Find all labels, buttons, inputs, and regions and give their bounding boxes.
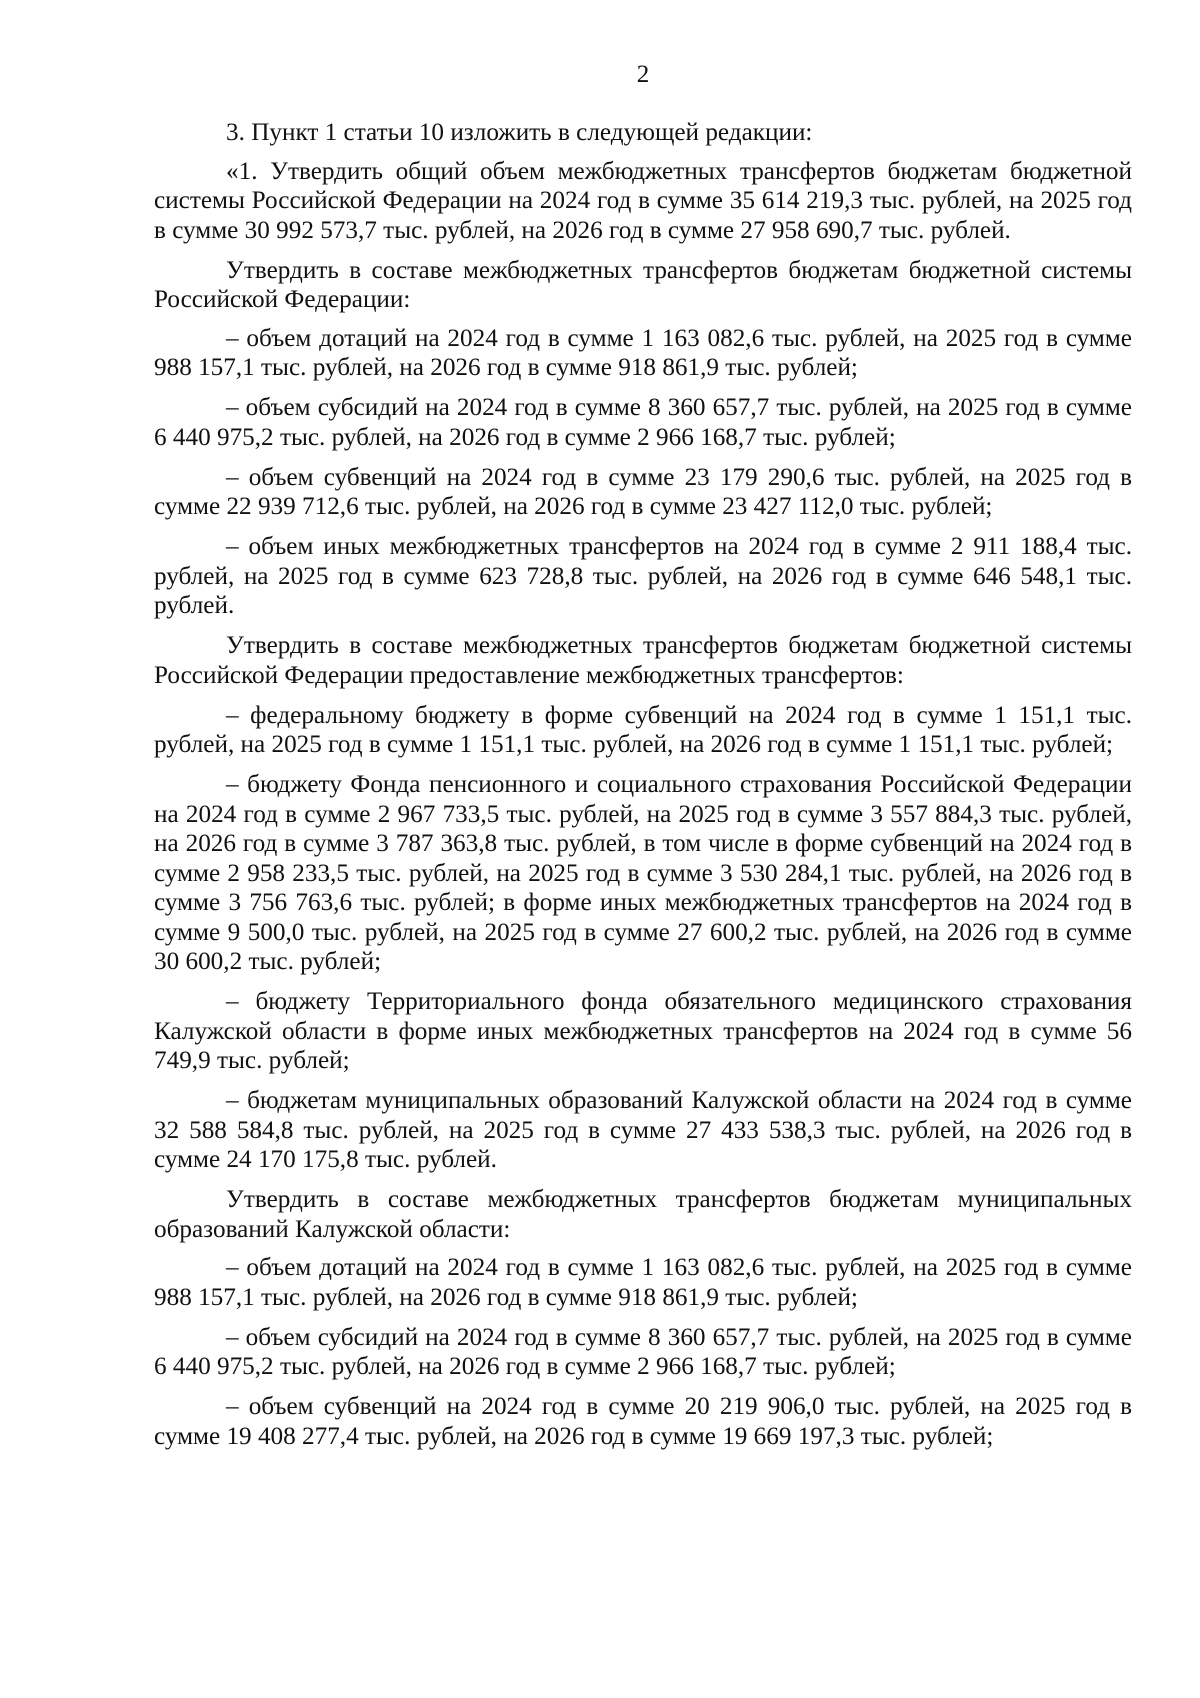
list-item-municipal-subsidies: – объем субсидий на 2024 год в сумме 8 360 657,7 тыс. рублей, на 2025 год в сумме 6 440 975,2 тыс. рублей, на 2026 год в сумме 2 966 168,7 тыс. рублей;	[154, 1323, 1132, 1380]
paragraph-approve-provision: Утвердить в составе межбюджетных трансфертов бюджетам бюджетной системы Российской Федерации предоставление межбюджетных трансфертов:	[154, 632, 1132, 689]
list-item-subsidies: – объем субсидий на 2024 год в сумме 8 360 657,7 тыс. рублей, на 2025 год в сумме 6 440 975,2 тыс. рублей, на 2026 год в сумме 2 966 168,7 тыс. рублей;	[154, 394, 1132, 451]
list-item-pension-fund: – бюджету Фонда пенсионного и социального страхования Российской Федерации на 2024 год в сумме 2 967 733,5 тыс. рублей, на 2025 год в сумме 3 557 884,3 тыс. рублей, на 2026 год в сумме 3 787 363,8 тыс. рублей, в том числе в форме субвенций на 2024 год в сумме 2 958 233,5 тыс. рублей, на 2025 год в сумме 3 530 284,1 тыс. рублей, на 2026 год в сумме 3 756 763,6 тыс. рублей; в форме иных межбюджетных трансфертов на 2024 год в сумме 9 500,0 тыс. рублей, на 2025 год в сумме 27 600,2 тыс. рублей, на 2026 год в сумме 30 600,2 тыс. рублей;	[154, 771, 1132, 975]
document-body	[154, 118, 1132, 1462]
list-item-municipal-grants: – объем дотаций на 2024 год в сумме 1 163 082,6 тыс. рублей, на 2025 год в сумме 988 157,1 тыс. рублей, на 2026 год в сумме 918 861,9 тыс. рублей;	[154, 1254, 1132, 1311]
list-item-municipal-subventions: – объем субвенций на 2024 год в сумме 20 219 906,0 тыс. рублей, на 2025 год в сумме 19 408 277,4 тыс. рублей, на 2026 год в сумме 19 669 197,3 тыс. рублей;	[154, 1393, 1132, 1450]
list-item-municipal-budgets: – бюджетам муниципальных образований Калужской области на 2024 год в сумме 32 588 584,8 тыс. рублей, на 2025 год в сумме 27 433 538,3 тыс. рублей, на 2026 год в сумме 24 170 175,8 тыс. рублей.	[154, 1087, 1132, 1173]
paragraph-amendment-intro: 3. Пункт 1 статьи 10 изложить в следующей редакции:	[226, 119, 813, 146]
list-item-federal-budget: – федеральному бюджету в форме субвенций на 2024 год в сумме 1 151,1 тыс. рублей, на 2025 год в сумме 1 151,1 тыс. рублей, на 2026 год в сумме 1 151,1 тыс. рублей;	[154, 701, 1132, 758]
paragraph-total-transfers: «1. Утвердить общий объем межбюджетных трансфертов бюджетам бюджетной системы Российской Федерации на 2024 год в сумме 35 614 219,3 тыс. рублей, на 2025 год в сумме 30 992 573,7 тыс. рублей, на 2026 год в сумме 27 958 690,7 тыс. рублей.	[154, 157, 1132, 244]
list-item-medical-insurance-fund: – бюджету Территориального фонда обязательного медицинского страхования Калужской области в форме иных межбюджетных трансфертов на 2024 год в сумме 56 749,9 тыс. рублей;	[154, 988, 1132, 1074]
page-number: 2	[636, 61, 650, 88]
list-item-subventions: – объем субвенций на 2024 год в сумме 23 179 290,6 тыс. рублей, на 2025 год в сумме 22 939 712,6 тыс. рублей, на 2026 год в сумме 23 427 112,0 тыс. рублей;	[154, 463, 1132, 520]
list-item-other-transfers: – объем иных межбюджетных трансфертов на 2024 год в сумме 2 911 188,4 тыс. рублей, на 2025 год в сумме 623 728,8 тыс. рублей, на 2026 год в сумме 646 548,1 тыс. рублей.	[154, 533, 1132, 619]
list-item-grants: – объем дотаций на 2024 год в сумме 1 163 082,6 тыс. рублей, на 2025 год в сумме 988 157,1 тыс. рублей, на 2026 год в сумме 918 861,9 тыс. рублей;	[154, 324, 1132, 381]
paragraph-approve-composition: Утвердить в составе межбюджетных трансфертов бюджетам бюджетной системы Российской Федерации:	[154, 256, 1132, 313]
paragraph-approve-municipal: Утвердить в составе межбюджетных трансфертов бюджетам муниципальных образований Калужской области:	[154, 1186, 1132, 1243]
